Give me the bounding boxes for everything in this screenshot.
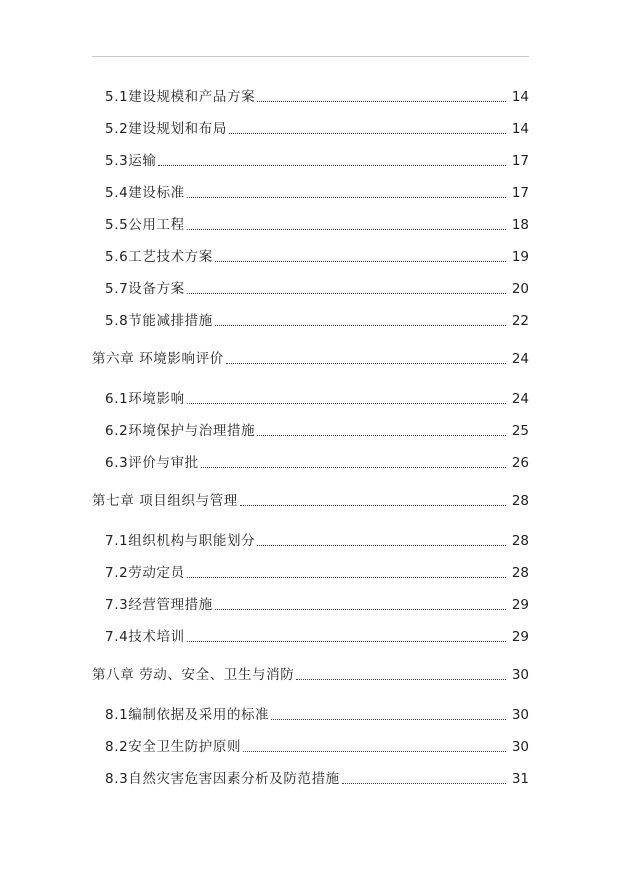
toc-entry-label: 第八章 劳动、安全、卫生与消防: [92, 667, 295, 683]
toc-chapter-12[interactable]: [92, 484, 529, 510]
toc-dot-leader: [257, 545, 506, 546]
toc-dot-leader: [215, 261, 506, 262]
toc-section-0[interactable]: [92, 80, 529, 106]
toc-dot-leader: [187, 229, 506, 230]
toc-entry-label: 7.3经营管理措施: [105, 597, 213, 613]
toc-entry-label: 5.6工艺技术方案: [105, 249, 213, 265]
toc-entry-page-number: 17: [511, 185, 529, 201]
toc-dot-leader: [201, 467, 506, 468]
toc-section-14[interactable]: [92, 556, 529, 582]
header-rule: [92, 56, 529, 57]
toc-section-1[interactable]: [92, 112, 529, 138]
toc-entry-page-number: 28: [511, 493, 529, 509]
toc-entry-page-number: 22: [511, 313, 529, 329]
toc-dot-leader: [215, 325, 506, 326]
toc-section-5[interactable]: [92, 240, 529, 266]
toc-dot-leader: [158, 165, 506, 166]
toc-entry-label: 5.1建设规模和产品方案: [105, 89, 256, 105]
toc-entry-page-number: 28: [511, 565, 529, 581]
toc-entry-page-number: 14: [511, 121, 529, 137]
toc-section-18[interactable]: [92, 698, 529, 724]
toc-entry-label: 7.2劳动定员: [105, 565, 185, 581]
toc-entry-label: 7.1组织机构与职能划分: [105, 533, 256, 549]
toc-section-9[interactable]: [92, 382, 529, 408]
toc-section-4[interactable]: [92, 208, 529, 234]
toc-entry-label: 6.1环境影响: [105, 391, 185, 407]
toc-section-19[interactable]: [92, 730, 529, 756]
toc-dot-leader: [271, 719, 506, 720]
toc-entry-label: 6.3评价与审批: [105, 455, 199, 471]
toc-dot-leader: [257, 435, 506, 436]
toc-dot-leader: [240, 505, 506, 506]
toc-section-16[interactable]: [92, 620, 529, 646]
toc-section-2[interactable]: [92, 144, 529, 170]
toc-dot-leader: [187, 403, 506, 404]
toc-section-10[interactable]: [92, 414, 529, 440]
toc-dot-leader: [226, 363, 506, 364]
toc-entry-label: 8.2安全卫生防护原则: [105, 739, 242, 755]
toc-chapter-17[interactable]: [92, 658, 529, 684]
toc-entry-page-number: 24: [511, 391, 529, 407]
toc-section-15[interactable]: [92, 588, 529, 614]
toc-section-20[interactable]: [92, 762, 529, 788]
toc-dot-leader: [187, 197, 506, 198]
toc-dot-leader: [215, 609, 506, 610]
toc-entry-label: 6.2环境保护与治理措施: [105, 423, 256, 439]
toc-entry-page-number: 29: [511, 629, 529, 645]
toc-entry-label: 第六章 环境影响评价: [92, 351, 224, 367]
toc-entry-page-number: 20: [511, 281, 529, 297]
toc-section-7[interactable]: [92, 304, 529, 330]
toc-entry-page-number: 30: [511, 667, 529, 683]
toc-entry-label: 8.1编制依据及采用的标准: [105, 707, 270, 723]
toc-entry-page-number: 24: [511, 351, 529, 367]
toc-section-6[interactable]: [92, 272, 529, 298]
toc-entry-page-number: 31: [511, 771, 529, 787]
toc-dot-leader: [257, 101, 506, 102]
toc-entry-page-number: 30: [511, 739, 529, 755]
toc-entry-label: 7.4技术培训: [105, 629, 185, 645]
toc-section-3[interactable]: [92, 176, 529, 202]
toc-entry-page-number: 18: [511, 217, 529, 233]
toc-entry-label: 5.8节能减排措施: [105, 313, 213, 329]
toc-entry-page-number: 25: [511, 423, 529, 439]
toc-dot-leader: [187, 577, 506, 578]
toc-entry-page-number: 28: [511, 533, 529, 549]
toc-chapter-8[interactable]: [92, 342, 529, 368]
toc-dot-leader: [187, 293, 506, 294]
toc-entry-page-number: 29: [511, 597, 529, 613]
toc-entry-page-number: 26: [511, 455, 529, 471]
toc-dot-leader: [187, 641, 506, 642]
toc-entry-page-number: 19: [511, 249, 529, 265]
toc-section-11[interactable]: [92, 446, 529, 472]
toc-entry-label: 第七章 项目组织与管理: [92, 493, 238, 509]
toc-entry-label: 5.7设备方案: [105, 281, 185, 297]
toc-entry-label: 5.5公用工程: [105, 217, 185, 233]
toc-dot-leader: [229, 133, 506, 134]
toc-dot-leader: [243, 751, 506, 752]
toc-entry-page-number: 30: [511, 707, 529, 723]
toc-entry-label: 5.2建设规划和布局: [105, 121, 227, 137]
toc-dot-leader: [296, 679, 506, 680]
toc-entry-page-number: 14: [511, 89, 529, 105]
toc-entry-label: 5.3运输: [105, 153, 157, 169]
toc-section-13[interactable]: [92, 524, 529, 550]
toc-entry-label: 5.4建设标准: [105, 185, 185, 201]
toc-dot-leader: [342, 783, 506, 784]
toc-entry-page-number: 17: [511, 153, 529, 169]
toc-entry-label: 8.3自然灾害危害因素分析及防范措施: [105, 771, 340, 787]
